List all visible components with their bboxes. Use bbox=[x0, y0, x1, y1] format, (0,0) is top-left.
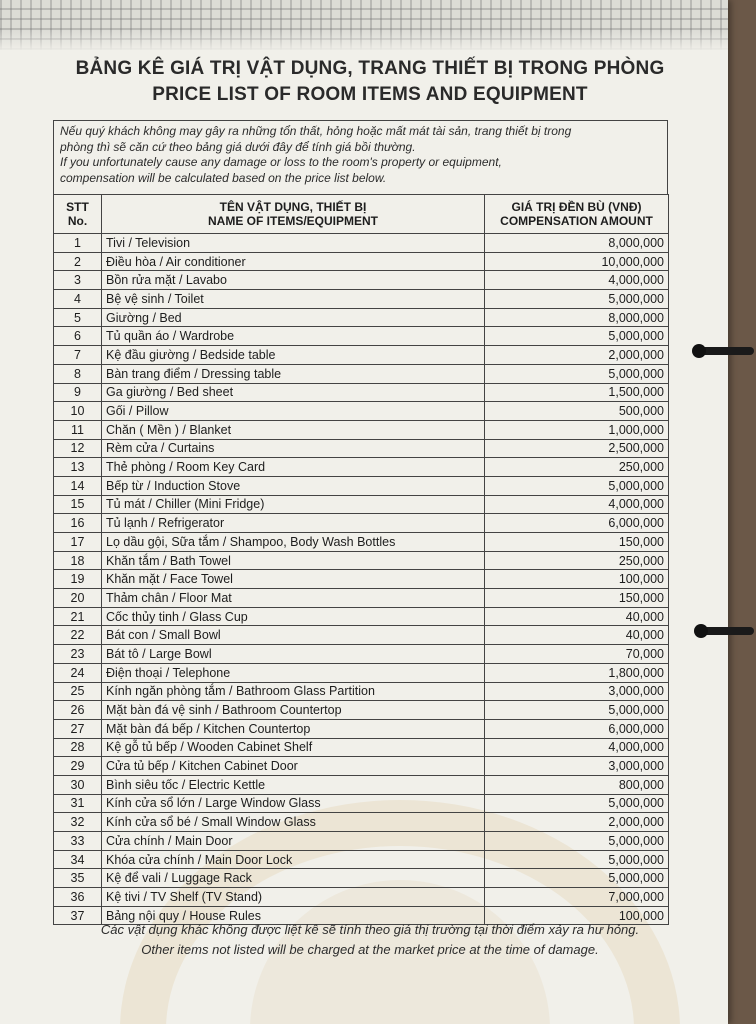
compensation-amount: 1,800,000 bbox=[485, 663, 669, 682]
table-row bbox=[54, 420, 669, 439]
row-number: 23 bbox=[54, 645, 102, 664]
compensation-amount: 100,000 bbox=[485, 906, 669, 925]
row-number: 11 bbox=[54, 420, 102, 439]
compensation-amount: 5,000,000 bbox=[485, 476, 669, 495]
price-table bbox=[53, 194, 669, 925]
row-number: 13 bbox=[54, 458, 102, 477]
item-name: Ga giường / Bed sheet bbox=[102, 383, 485, 402]
item-name: Bếp từ / Induction Stove bbox=[102, 476, 485, 495]
compensation-amount: 70,000 bbox=[485, 645, 669, 664]
row-number: 24 bbox=[54, 663, 102, 682]
table-header-row bbox=[54, 195, 669, 234]
item-name: Bảng nội quy / House Rules bbox=[102, 906, 485, 925]
table-row bbox=[54, 850, 669, 869]
item-name: Thảm chân / Floor Mat bbox=[102, 589, 485, 608]
table-row bbox=[54, 682, 669, 701]
item-name: Cốc thủy tinh / Glass Cup bbox=[102, 607, 485, 626]
footer-note-vietnamese: Các vật dụng khác không được liệt kê sẽ tính theo giá thị trường tại thời điểm xảy ra hư hỏng. bbox=[100, 922, 640, 937]
compensation-amount: 150,000 bbox=[485, 589, 669, 608]
row-number: 15 bbox=[54, 495, 102, 514]
item-name: Bình siêu tốc / Electric Kettle bbox=[102, 775, 485, 794]
compensation-amount: 5,000,000 bbox=[485, 869, 669, 888]
item-name: Bát tô / Large Bowl bbox=[102, 645, 485, 664]
table-row bbox=[54, 626, 669, 645]
item-name: Kệ tivi / TV Shelf (TV Stand) bbox=[102, 888, 485, 907]
table-row bbox=[54, 439, 669, 458]
row-number: 29 bbox=[54, 757, 102, 776]
row-number: 6 bbox=[54, 327, 102, 346]
item-name: Mặt bàn đá bếp / Kitchen Countertop bbox=[102, 719, 485, 738]
table-row bbox=[54, 271, 669, 290]
compensation-amount: 5,000,000 bbox=[485, 290, 669, 309]
damage-notice bbox=[53, 120, 668, 194]
item-name: Thẻ phòng / Room Key Card bbox=[102, 458, 485, 477]
header-compensation-amount: GIÁ TRỊ ĐỀN BÙ (VNĐ) COMPENSATION AMOUNT bbox=[485, 195, 669, 234]
item-name: Kệ để vali / Luggage Rack bbox=[102, 869, 485, 888]
row-number: 2 bbox=[54, 252, 102, 271]
compensation-amount: 100,000 bbox=[485, 570, 669, 589]
row-number: 4 bbox=[54, 290, 102, 309]
title-vietnamese: BẢNG KÊ GIÁ TRỊ VẬT DỤNG, TRANG THIẾT BỊ TRONG PHÒNG bbox=[75, 58, 665, 79]
table-row bbox=[54, 589, 669, 608]
row-number: 20 bbox=[54, 589, 102, 608]
row-number: 9 bbox=[54, 383, 102, 402]
row-number: 12 bbox=[54, 439, 102, 458]
table-row bbox=[54, 869, 669, 888]
item-name: Khăn tắm / Bath Towel bbox=[102, 551, 485, 570]
row-number: 34 bbox=[54, 850, 102, 869]
item-name: Kính cửa sổ bé / Small Window Glass bbox=[102, 813, 485, 832]
compensation-amount: 1,500,000 bbox=[485, 383, 669, 402]
header-stt: STT No. bbox=[54, 195, 102, 234]
notice-vi-line-1: Nếu quý khách không may gây ra những tổn thất, hỏng hoặc mất mát tài sản, trang thiết bị trong bbox=[60, 124, 572, 138]
row-number: 17 bbox=[54, 533, 102, 552]
item-name: Bệ vệ sinh / Toilet bbox=[102, 290, 485, 309]
compensation-amount: 5,000,000 bbox=[485, 832, 669, 851]
row-number: 22 bbox=[54, 626, 102, 645]
item-name: Kệ đầu giường / Bedside table bbox=[102, 346, 485, 365]
table-row bbox=[54, 832, 669, 851]
table-row bbox=[54, 701, 669, 720]
binder-post-top bbox=[692, 344, 706, 358]
row-number: 32 bbox=[54, 813, 102, 832]
row-number: 28 bbox=[54, 738, 102, 757]
item-name: Bàn trang điểm / Dressing table bbox=[102, 364, 485, 383]
notice-en-line-1: If you unfortunately cause any damage or loss to the room's property or equipment, bbox=[60, 155, 502, 169]
compensation-amount: 2,000,000 bbox=[485, 346, 669, 365]
row-number: 26 bbox=[54, 701, 102, 720]
row-number: 31 bbox=[54, 794, 102, 813]
table-row bbox=[54, 234, 669, 253]
compensation-amount: 500,000 bbox=[485, 402, 669, 421]
compensation-amount: 250,000 bbox=[485, 458, 669, 477]
compensation-amount: 5,000,000 bbox=[485, 794, 669, 813]
compensation-amount: 40,000 bbox=[485, 626, 669, 645]
table-row bbox=[54, 346, 669, 365]
item-name: Lọ dầu gội, Sữa tắm / Shampoo, Body Wash Bottles bbox=[102, 533, 485, 552]
binder-ring-top bbox=[700, 347, 754, 355]
table-row bbox=[54, 533, 669, 552]
table-row bbox=[54, 327, 669, 346]
item-name: Cửa tủ bếp / Kitchen Cabinet Door bbox=[102, 757, 485, 776]
row-number: 10 bbox=[54, 402, 102, 421]
compensation-amount: 4,000,000 bbox=[485, 738, 669, 757]
compensation-amount: 8,000,000 bbox=[485, 234, 669, 253]
table-row bbox=[54, 813, 669, 832]
binder-ring-bottom bbox=[702, 627, 754, 635]
item-name: Tủ mát / Chiller (Mini Fridge) bbox=[102, 495, 485, 514]
table-row bbox=[54, 794, 669, 813]
row-number: 35 bbox=[54, 869, 102, 888]
compensation-amount: 5,000,000 bbox=[485, 850, 669, 869]
table-row bbox=[54, 290, 669, 309]
item-name: Điều hòa / Air conditioner bbox=[102, 252, 485, 271]
table-row bbox=[54, 495, 669, 514]
item-name: Khăn mặt / Face Towel bbox=[102, 570, 485, 589]
row-number: 5 bbox=[54, 308, 102, 327]
item-name: Chăn ( Mền ) / Blanket bbox=[102, 420, 485, 439]
table-row bbox=[54, 719, 669, 738]
row-number: 36 bbox=[54, 888, 102, 907]
compensation-amount: 2,500,000 bbox=[485, 439, 669, 458]
row-number: 1 bbox=[54, 234, 102, 253]
table-row bbox=[54, 308, 669, 327]
item-name: Điện thoại / Telephone bbox=[102, 663, 485, 682]
item-name: Bồn rửa mặt / Lavabo bbox=[102, 271, 485, 290]
row-number: 33 bbox=[54, 832, 102, 851]
item-name: Cửa chính / Main Door bbox=[102, 832, 485, 851]
row-number: 8 bbox=[54, 364, 102, 383]
compensation-amount: 5,000,000 bbox=[485, 701, 669, 720]
compensation-amount: 5,000,000 bbox=[485, 327, 669, 346]
table-row bbox=[54, 458, 669, 477]
item-name: Bát con / Small Bowl bbox=[102, 626, 485, 645]
item-name: Kính ngăn phòng tắm / Bathroom Glass Partition bbox=[102, 682, 485, 701]
row-number: 7 bbox=[54, 346, 102, 365]
table-row bbox=[54, 607, 669, 626]
item-name: Giường / Bed bbox=[102, 308, 485, 327]
table-row bbox=[54, 514, 669, 533]
compensation-amount: 40,000 bbox=[485, 607, 669, 626]
table-row bbox=[54, 252, 669, 271]
row-number: 16 bbox=[54, 514, 102, 533]
table-row bbox=[54, 383, 669, 402]
row-number: 30 bbox=[54, 775, 102, 794]
compensation-amount: 7,000,000 bbox=[485, 888, 669, 907]
table-row bbox=[54, 364, 669, 383]
compensation-amount: 3,000,000 bbox=[485, 682, 669, 701]
row-number: 37 bbox=[54, 906, 102, 925]
compensation-amount: 8,000,000 bbox=[485, 308, 669, 327]
item-name: Kệ gỗ tủ bếp / Wooden Cabinet Shelf bbox=[102, 738, 485, 757]
row-number: 14 bbox=[54, 476, 102, 495]
footer-note-english: Other items not listed will be charged at the market price at the time of damage. bbox=[141, 942, 599, 957]
item-name: Gối / Pillow bbox=[102, 402, 485, 421]
compensation-amount: 4,000,000 bbox=[485, 271, 669, 290]
item-name: Kính cửa sổ lớn / Large Window Glass bbox=[102, 794, 485, 813]
table-row bbox=[54, 476, 669, 495]
compensation-amount: 250,000 bbox=[485, 551, 669, 570]
item-name: Khóa cửa chính / Main Door Lock bbox=[102, 850, 485, 869]
compensation-amount: 2,000,000 bbox=[485, 813, 669, 832]
table-row bbox=[54, 775, 669, 794]
compensation-amount: 150,000 bbox=[485, 533, 669, 552]
compensation-amount: 800,000 bbox=[485, 775, 669, 794]
row-number: 21 bbox=[54, 607, 102, 626]
item-name: Mặt bàn đá vệ sinh / Bathroom Countertop bbox=[102, 701, 485, 720]
table-row bbox=[54, 888, 669, 907]
row-number: 3 bbox=[54, 271, 102, 290]
table-row bbox=[54, 757, 669, 776]
table-row bbox=[54, 570, 669, 589]
row-number: 25 bbox=[54, 682, 102, 701]
compensation-amount: 5,000,000 bbox=[485, 364, 669, 383]
notice-vi-line-2: phòng thì sẽ căn cứ theo bảng giá dưới đây để tính giá bồi thường. bbox=[60, 139, 416, 154]
row-number: 18 bbox=[54, 551, 102, 570]
notice-en-line-2: compensation will be calculated based on the price list below. bbox=[60, 170, 387, 185]
item-name: Rèm cửa / Curtains bbox=[102, 439, 485, 458]
table-row bbox=[54, 663, 669, 682]
item-name: Tivi / Television bbox=[102, 234, 485, 253]
compensation-amount: 6,000,000 bbox=[485, 514, 669, 533]
item-name: Tủ quần áo / Wardrobe bbox=[102, 327, 485, 346]
compensation-amount: 6,000,000 bbox=[485, 719, 669, 738]
row-number: 19 bbox=[54, 570, 102, 589]
compensation-amount: 10,000,000 bbox=[485, 252, 669, 271]
item-name: Tủ lạnh / Refrigerator bbox=[102, 514, 485, 533]
compensation-amount: 1,000,000 bbox=[485, 420, 669, 439]
title-english: PRICE LIST OF ROOM ITEMS AND EQUIPMENT bbox=[152, 84, 588, 105]
compensation-amount: 4,000,000 bbox=[485, 495, 669, 514]
table-row bbox=[54, 402, 669, 421]
table-row bbox=[54, 551, 669, 570]
table-row bbox=[54, 645, 669, 664]
table-row bbox=[54, 738, 669, 757]
binder-post-bottom bbox=[694, 624, 708, 638]
row-number: 27 bbox=[54, 719, 102, 738]
compensation-amount: 3,000,000 bbox=[485, 757, 669, 776]
header-item-name: TÊN VẬT DỤNG, THIẾT BỊ NAME OF ITEMS/EQUIPMENT bbox=[102, 195, 485, 234]
